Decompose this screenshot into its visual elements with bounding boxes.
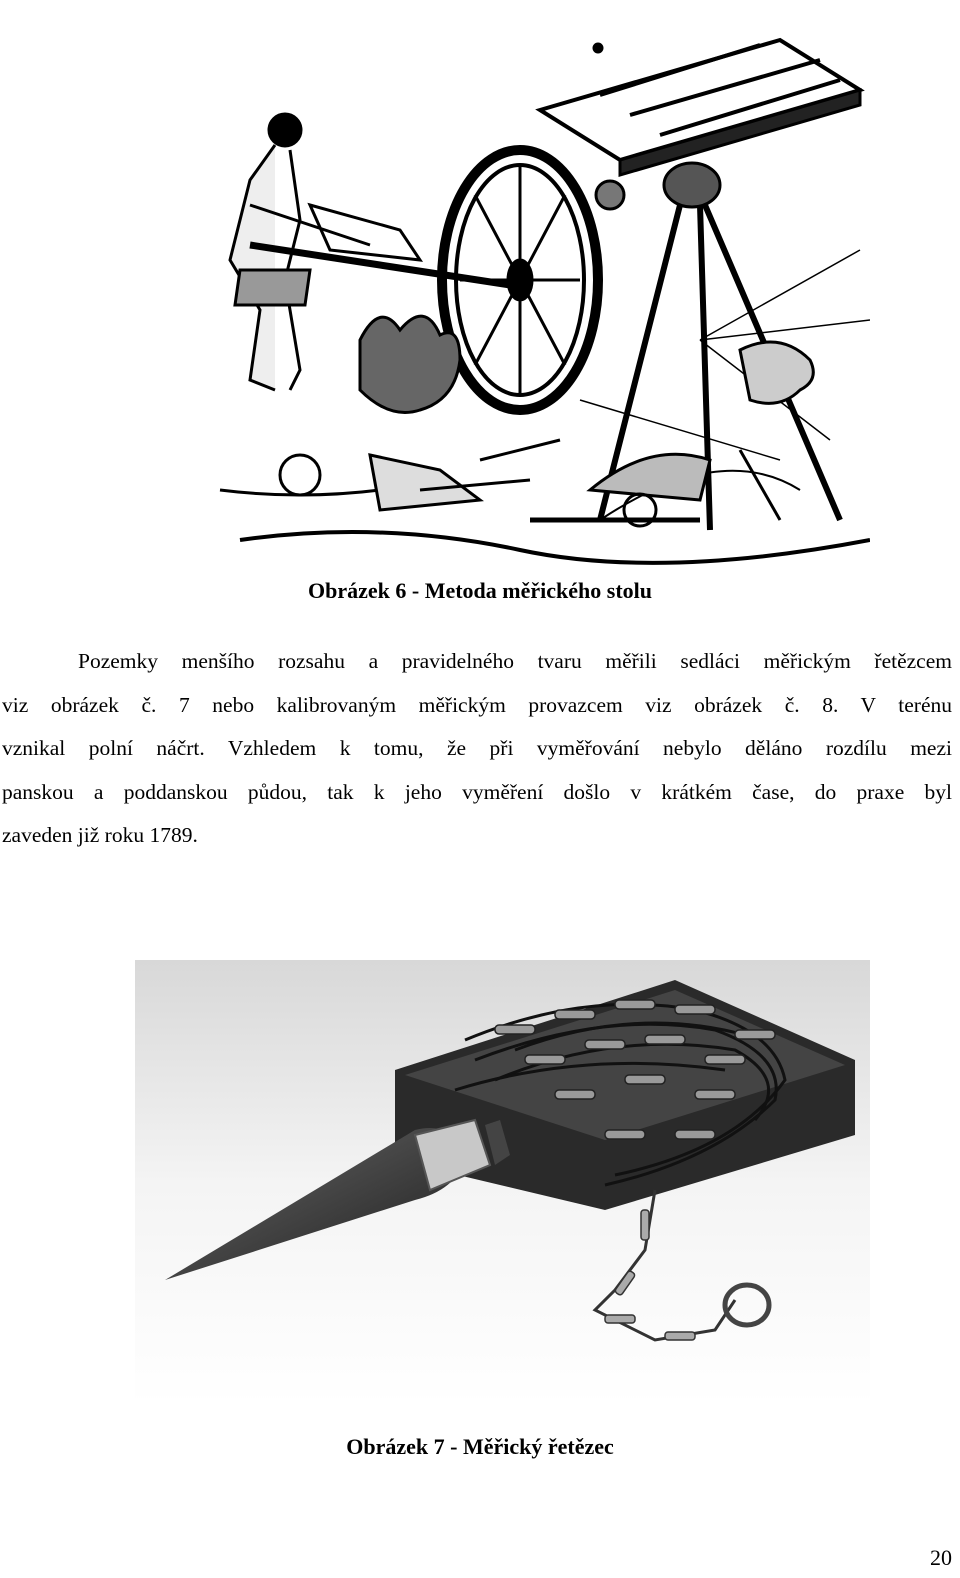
- paragraph-line: Pozemky menšího rozsahu a pravidelného tvaru měřili sedláci měřickým řetězcem: [78, 649, 952, 673]
- page-number: 20: [930, 1545, 952, 1570]
- paragraph-line: panskou a poddanskou půdou, tak k jeho vyměření došlo v krátkém čase, do praxe byl: [2, 779, 952, 804]
- paragraph-line: zaveden již roku 1789.: [2, 823, 198, 847]
- paragraph-line: viz obrázek č. 7 nebo kalibrovaným měřickým provazcem viz obrázek č. 8. V terénu: [2, 692, 952, 717]
- plane-table-engraving-icon: [180, 20, 870, 565]
- paragraph-line: vznikal polní náčrt. Vzhledem k tomu, že při vyměřování nebylo děláno rozdílu mezi: [2, 736, 952, 760]
- figure-caption: Obrázek 7 - Měřický řetězec: [346, 1434, 614, 1459]
- figure-plane-table-image: [180, 20, 870, 565]
- figure-caption: Obrázek 6 - Metoda měřického stolu: [308, 578, 652, 603]
- figure-measuring-chain-image: [135, 960, 870, 1405]
- measuring-chain-photo-icon: [135, 960, 870, 1405]
- body-paragraph: [2, 640, 952, 858]
